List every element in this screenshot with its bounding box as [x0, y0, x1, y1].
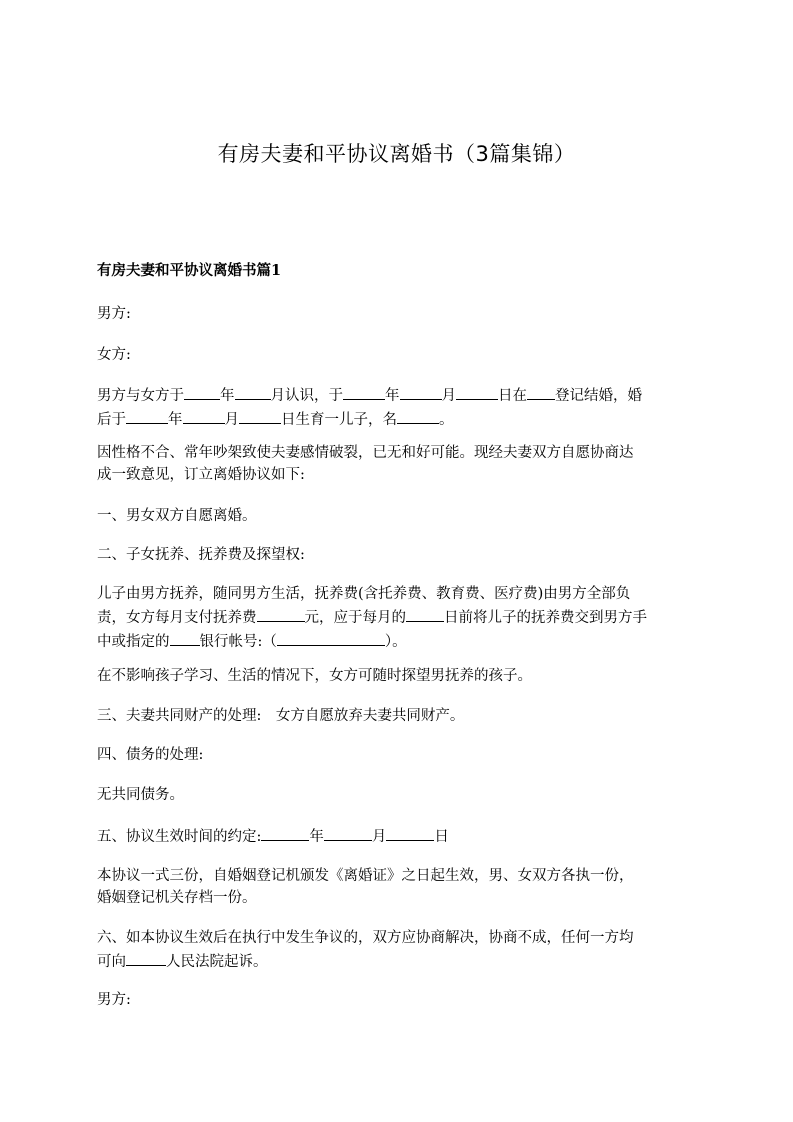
copies-paragraph: 本协议一式三份，自婚姻登记机颁发《离婚证》之日起生效，男、女双方各执一份， 婚姻登记机关存档一份。 [97, 868, 634, 906]
custody-line-2: 责，女方每月支付抚养费 元，应于每月的 日前将儿子的抚养费交到男方手 [97, 605, 697, 629]
section-title: 有房夫妻和平协议离婚书篇1 [97, 262, 282, 279]
year-blank [126, 407, 168, 424]
marriage-info-line-2: 后于 年 月 日生育一儿子，名 。 [97, 407, 697, 431]
name-blank [397, 407, 439, 424]
marriage-info-paragraph [97, 383, 697, 431]
amount-blank [257, 605, 305, 622]
month-blank [235, 383, 271, 400]
clause-5: 五、协议生效时间的约定: 年 月 日 [97, 824, 697, 848]
year-blank [343, 383, 385, 400]
court-blank [126, 949, 166, 966]
visitation-paragraph: 在不影响孩子学习、生活的情况下，女方可随时探望男抚养的孩子。 [97, 668, 532, 684]
marriage-info-line-1: 男方与女方于 年 月认识，于 年 月 日在 登记结婚，婚 [97, 383, 697, 407]
clause-2-heading: 二、子女抚养、抚养费及探望权: [97, 547, 305, 563]
male-party-label: 男方: [97, 306, 131, 322]
clause-4-heading: 四、债务的处理: [97, 747, 204, 763]
document-title: 有房夫妻和平协议离婚书（3篇集锦） [217, 142, 576, 166]
day-blank [406, 605, 444, 622]
month-blank [183, 407, 225, 424]
clause-3: 三、夫妻共同财产的处理: 女方自愿放弃夫妻共同财产。 [97, 708, 465, 724]
clause-6-line-2: 可向 人民法院起诉。 [97, 949, 697, 973]
month-blank [400, 383, 442, 400]
female-party-label: 女方: [97, 347, 131, 363]
day-blank [239, 407, 281, 424]
year-blank [184, 383, 220, 400]
day-blank [456, 383, 498, 400]
clause-6: 六、如本协议生效后在执行中发生争议的，双方应协商解决，协商不成，任何一方均 可向 人民法院起诉。 [97, 927, 697, 973]
custody-line-3: 中或指定的 银行帐号:（ ）。 [97, 629, 697, 653]
month-blank [324, 824, 372, 841]
male-party-signature-label: 男方: [97, 992, 131, 1008]
place-blank [527, 383, 555, 400]
custody-paragraph: 儿子由男方抚养，随同男方生活，抚养费(含托养费、教育费、医疗费)由男方全部负 责，女方每月支付抚养费 元，应于每月的 日前将儿子的抚养费交到男方手 中或指定的 银行帐号:（ ）。 [97, 583, 697, 653]
day-blank [386, 824, 434, 841]
clause-1: 一、男女双方自愿离婚。 [97, 508, 257, 524]
account-blank [277, 629, 385, 646]
bank-blank [170, 629, 200, 646]
no-debt-text: 无共同债务。 [97, 787, 184, 803]
year-blank [261, 824, 309, 841]
reason-paragraph: 因性格不合、常年吵架致使夫妻感情破裂，已无和好可能。现经夫妻双方自愿协商达 成一致意见，订立离婚协议如下: [97, 445, 634, 483]
